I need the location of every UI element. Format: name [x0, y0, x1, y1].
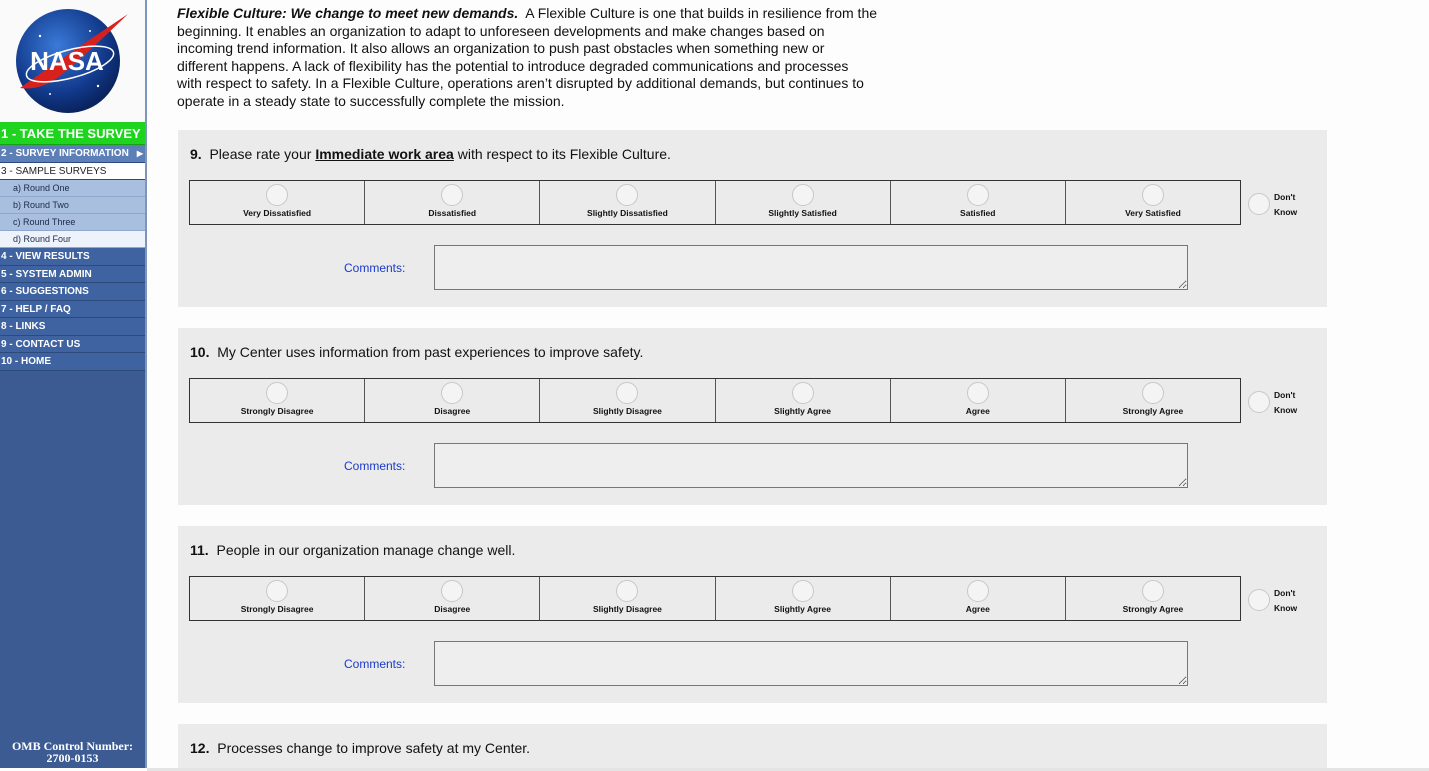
option-label: Disagree — [434, 406, 471, 416]
nav-round-one[interactable]: a) Round One — [0, 180, 145, 197]
intro-heading: Flexible Culture: We change to meet new demands. — [177, 5, 519, 21]
option-disagree[interactable] — [364, 577, 539, 620]
comments-textarea[interactable] — [434, 443, 1188, 488]
radio-button[interactable] — [792, 580, 814, 602]
comments-textarea[interactable] — [434, 245, 1188, 290]
option-label: Strongly Agree — [1122, 406, 1184, 416]
question-number: 12. — [190, 740, 210, 756]
radio-button[interactable] — [967, 580, 989, 602]
omb-label: OMB Control Number: — [11, 739, 134, 753]
nav-take-survey[interactable]: 1 - TAKE THE SURVEY — [0, 122, 145, 145]
question-text-body: Processes change to improve safety at my Center. — [217, 740, 531, 756]
nav-help-faq[interactable]: 7 - HELP / FAQ — [0, 301, 145, 319]
option-dont-know[interactable] — [1248, 186, 1328, 222]
radio-button[interactable] — [967, 382, 989, 404]
radio-button[interactable] — [792, 184, 814, 206]
option-label: Agree — [965, 406, 990, 416]
radio-button[interactable] — [1142, 580, 1164, 602]
option-strongly-agree[interactable] — [1065, 379, 1240, 422]
option-dissatisfied[interactable] — [364, 181, 539, 224]
option-very-satisfied[interactable] — [1065, 181, 1240, 224]
radio-button[interactable] — [1142, 184, 1164, 206]
nav-sample-surveys[interactable]: 3 - SAMPLE SURVEYS — [0, 163, 145, 181]
option-label: Strongly Agree — [1122, 604, 1184, 614]
intro-body: A Flexible Culture is one that builds in resilience from the beginning. It enables an organization to adapt to unforeseen developments and make changes based on incoming trend information. It also allows an organization to push past obstacles when something new or different happens. A lack of flexibility has the potential to introduce degraded communications and processes with respect to safety. In a Flexible Culture, operations aren’t disrupted by additional demands, but continues to operate in a steady state to successfully complete the mission. — [177, 5, 878, 109]
radio-button[interactable] — [967, 184, 989, 206]
question-text — [190, 542, 515, 558]
dont-know-label: Don't Know — [1274, 588, 1298, 613]
nav-suggestions[interactable]: 6 - SUGGESTIONS — [0, 283, 145, 301]
option-slightly-disagree[interactable] — [539, 379, 714, 422]
question-number: 9. — [190, 146, 202, 162]
radio-button[interactable] — [441, 580, 463, 602]
question-text-body: My Center uses information from past experiences to improve safety. — [217, 344, 644, 360]
question-text — [190, 740, 530, 756]
nasa-logo[interactable] — [0, 0, 145, 122]
question-text — [190, 146, 671, 162]
radio-button[interactable] — [616, 580, 638, 602]
question-text-body: People in our organization manage change well. — [216, 542, 516, 558]
option-dont-know[interactable] — [1248, 582, 1328, 618]
question-11 — [178, 526, 1327, 703]
question-number: 11. — [190, 542, 209, 558]
option-label: Very Satisfied — [1125, 208, 1181, 218]
radio-button[interactable] — [1248, 193, 1270, 215]
comments-label: Comments: — [344, 657, 406, 671]
question-number: 10. — [190, 344, 210, 360]
option-very-dissatisfied[interactable] — [190, 181, 364, 224]
option-slightly-dissatisfied[interactable] — [539, 181, 714, 224]
radio-button[interactable] — [266, 184, 288, 206]
radio-button[interactable] — [266, 580, 288, 602]
rating-scale — [189, 378, 1241, 423]
comments-textarea[interactable] — [434, 641, 1188, 686]
comments-label: Comments: — [344, 459, 406, 473]
option-agree[interactable] — [890, 577, 1065, 620]
rating-scale — [189, 576, 1241, 621]
sidebar — [0, 0, 147, 768]
option-disagree[interactable] — [364, 379, 539, 422]
option-slightly-satisfied[interactable] — [715, 181, 890, 224]
radio-button[interactable] — [616, 382, 638, 404]
option-slightly-agree[interactable] — [715, 577, 890, 620]
option-strongly-disagree[interactable] — [190, 379, 364, 422]
option-label: Slightly Dissatisfied — [587, 208, 668, 218]
nav-survey-information[interactable] — [0, 145, 145, 163]
omb-number: 2700-0153 — [46, 751, 99, 765]
option-strongly-disagree[interactable] — [190, 577, 364, 620]
nav-label: 2 - SURVEY INFORMATION — [1, 148, 129, 159]
option-label: Slightly Agree — [774, 406, 832, 416]
nav-links[interactable]: 8 - LINKS — [0, 318, 145, 336]
option-agree[interactable] — [890, 379, 1065, 422]
option-label: Satisfied — [960, 208, 996, 218]
comments-label: Comments: — [344, 261, 406, 275]
option-label: Slightly Disagree — [592, 604, 662, 614]
nav-round-four[interactable]: d) Round Four — [0, 231, 145, 248]
caret-right-icon: ▶ — [136, 149, 143, 158]
question-9 — [178, 130, 1327, 307]
radio-button[interactable] — [1142, 382, 1164, 404]
radio-button[interactable] — [792, 382, 814, 404]
option-label: Strongly Disagree — [240, 406, 314, 416]
option-label: Strongly Disagree — [240, 604, 314, 614]
nav-round-three[interactable]: c) Round Three — [0, 214, 145, 231]
question-10 — [178, 328, 1327, 505]
omb-control-number — [0, 740, 145, 764]
option-label: Very Dissatisfied — [243, 208, 312, 218]
radio-button[interactable] — [1248, 391, 1270, 413]
option-dont-know[interactable] — [1248, 384, 1328, 420]
radio-button[interactable] — [441, 382, 463, 404]
question-text — [190, 344, 643, 360]
option-label: Slightly Agree — [774, 604, 832, 614]
option-label: Slightly Disagree — [592, 406, 662, 416]
radio-button[interactable] — [1248, 589, 1270, 611]
rating-scale — [189, 180, 1241, 225]
radio-button[interactable] — [616, 184, 638, 206]
question-text-after: with respect to its Flexible Culture. — [457, 146, 671, 162]
option-label: Dissatisfied — [428, 208, 477, 218]
nav-round-two[interactable]: b) Round Two — [0, 197, 145, 214]
option-label: Slightly Satisfied — [768, 208, 837, 218]
option-strongly-agree[interactable] — [1065, 577, 1240, 620]
dont-know-label: Don't Know — [1274, 390, 1298, 415]
option-label: Disagree — [434, 604, 471, 614]
nav-home[interactable]: 10 - HOME — [0, 353, 145, 371]
radio-button[interactable] — [441, 184, 463, 206]
option-slightly-agree[interactable] — [715, 379, 890, 422]
nav-contact-us[interactable]: 9 - CONTACT US — [0, 336, 145, 354]
svg-text:NASA: NASA — [30, 46, 104, 76]
option-slightly-disagree[interactable] — [539, 577, 714, 620]
intro-paragraph — [177, 5, 877, 111]
question-emphasis: Immediate work area — [315, 146, 454, 162]
dont-know-label: Don't Know — [1274, 192, 1298, 217]
radio-button[interactable] — [266, 382, 288, 404]
option-label: Agree — [965, 604, 990, 614]
question-text-before: Please rate your — [209, 146, 312, 162]
nav-system-admin[interactable]: 5 - SYSTEM ADMIN — [0, 266, 145, 284]
nav-view-results[interactable]: 4 - VIEW RESULTS — [0, 248, 145, 266]
option-satisfied[interactable] — [890, 181, 1065, 224]
question-12 — [178, 724, 1327, 768]
